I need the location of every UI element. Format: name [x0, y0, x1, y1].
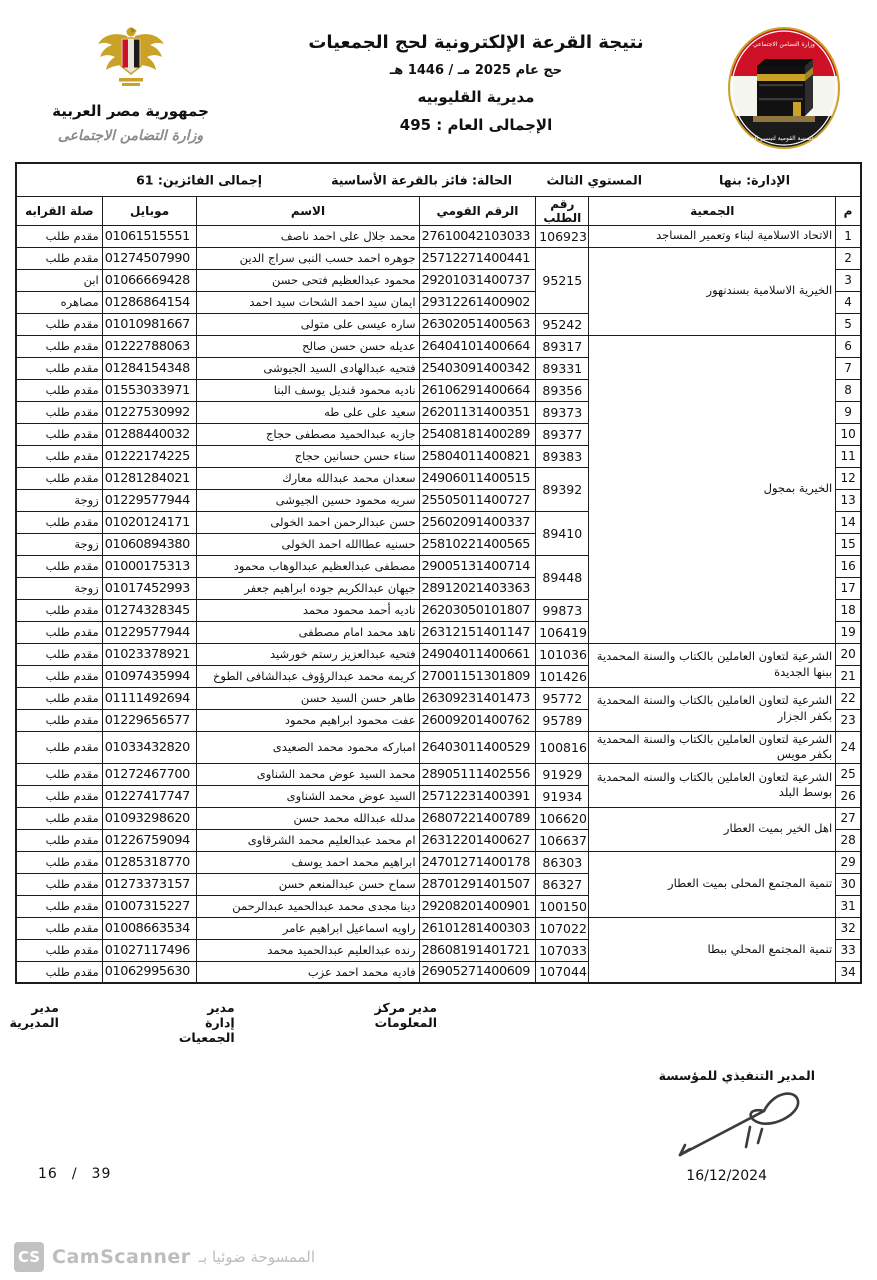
- cell-association: الشرعية لتعاون العاملين بالكتاب والسنه المحمدية بوسط البلد: [589, 763, 836, 807]
- table-row: [16, 225, 861, 247]
- cell-row-number: 27: [836, 807, 861, 829]
- cell-request-number: 107022: [536, 917, 589, 939]
- cell-national-id: 26201131400351: [419, 401, 536, 423]
- cell-mobile: 01007315227: [102, 895, 197, 917]
- cell-mobile: 01273373157: [102, 873, 197, 895]
- cell-relation: زوجة: [16, 577, 102, 599]
- cell-name: ناديه محمود قنديل يوسف البنا: [197, 379, 419, 401]
- cell-request-number: 89410: [536, 511, 589, 555]
- cell-mobile: 01286864154: [102, 291, 197, 313]
- cell-request-number: 95772: [536, 687, 589, 709]
- total-winners-label: إجمالى الفائزين: 61: [136, 172, 262, 188]
- cell-relation: مقدم طلب: [16, 665, 102, 687]
- cell-national-id: 25602091400337: [419, 511, 536, 533]
- results-table-wrap: [0, 152, 877, 984]
- cell-row-number: 23: [836, 709, 861, 731]
- cell-relation: مقدم طلب: [16, 445, 102, 467]
- cell-national-id: 25408181400289: [419, 423, 536, 445]
- cell-relation: مقدم طلب: [16, 401, 102, 423]
- cell-national-id: 26101281400303: [419, 917, 536, 939]
- cell-row-number: 10: [836, 423, 861, 445]
- table-row: [16, 687, 861, 709]
- cell-mobile: 01222788063: [102, 335, 197, 357]
- hajj-foundation-badge: [709, 20, 859, 152]
- cell-mobile: 01284154348: [102, 357, 197, 379]
- cell-relation: مقدم طلب: [16, 335, 102, 357]
- page-title: نتيجة القرعة الإلكترونية لحج الجمعيات: [308, 32, 644, 53]
- table-row: [16, 643, 861, 665]
- cell-national-id: 27001151301809: [419, 665, 536, 687]
- camscanner-note: الممسوحة ضوئيا بـ: [198, 1248, 316, 1266]
- cell-name: مصطفى عبدالعظيم عبدالوهاب محمود: [197, 555, 419, 577]
- cell-national-id: 26302051400563: [419, 313, 536, 335]
- col-header-request: رقم الطلب: [536, 196, 589, 225]
- cell-relation: مقدم طلب: [16, 225, 102, 247]
- cell-name: عفت محمود ابراهيم محمود: [197, 709, 419, 731]
- sign-directorate-label: مدير المديرية: [9, 1000, 59, 1031]
- info-row: [16, 163, 861, 196]
- cell-row-number: 24: [836, 731, 861, 763]
- col-header-num: م: [836, 196, 861, 225]
- cell-name: ناهد محمد امام مصطفى: [197, 621, 419, 643]
- svg-text:وزارة التضامن الاجتماعي: وزارة التضامن الاجتماعي: [753, 41, 815, 48]
- cell-national-id: 27610042103033: [419, 225, 536, 247]
- title-block: [243, 20, 709, 134]
- cell-national-id: 28608191401721: [419, 939, 536, 961]
- sign-info-center-label: مدير مركز المعلومات: [374, 1000, 437, 1031]
- sign-associations-label: مدير إدارة الجمعيات: [178, 1000, 235, 1046]
- kaaba-badge-icon: [725, 24, 843, 152]
- cell-mobile: 01222174225: [102, 445, 197, 467]
- cell-row-number: 8: [836, 379, 861, 401]
- cell-relation: مقدم طلب: [16, 643, 102, 665]
- cell-name: محمود عبدالعظيم فتحى حسن: [197, 269, 419, 291]
- cell-request-number: 106620: [536, 807, 589, 829]
- page-current: 16: [38, 1166, 58, 1182]
- cell-request-number: 95242: [536, 313, 589, 335]
- cell-row-number: 34: [836, 961, 861, 983]
- cell-mobile: 01553033971: [102, 379, 197, 401]
- cell-national-id: 26403011400529: [419, 731, 536, 763]
- cell-name: امباركه محمود محمد الصعيدى: [197, 731, 419, 763]
- cell-request-number: 89331: [536, 357, 589, 379]
- cell-national-id: 25712271400441: [419, 247, 536, 269]
- camscanner-icon: CS: [14, 1242, 44, 1272]
- cell-row-number: 7: [836, 357, 861, 379]
- cell-national-id: 26807221400789: [419, 807, 536, 829]
- cell-name: رنده عبدالعليم عبدالحميد محمد: [197, 939, 419, 961]
- cell-national-id: 25810221400565: [419, 533, 536, 555]
- cell-row-number: 5: [836, 313, 861, 335]
- results-table: [15, 162, 862, 984]
- cell-name: سناء حسن حسانين حجاج: [197, 445, 419, 467]
- cell-national-id: 29005131400714: [419, 555, 536, 577]
- cell-row-number: 13: [836, 489, 861, 511]
- cell-relation: مقدم طلب: [16, 467, 102, 489]
- cell-row-number: 20: [836, 643, 861, 665]
- cell-row-number: 15: [836, 533, 861, 555]
- cell-relation: مقدم طلب: [16, 313, 102, 335]
- cell-mobile: 01272467700: [102, 763, 197, 785]
- cell-mobile: 01274328345: [102, 599, 197, 621]
- cell-row-number: 11: [836, 445, 861, 467]
- cell-name: راويه اسماعيل ابراهيم عامر: [197, 917, 419, 939]
- col-header-national-id: الرقم القومي: [419, 196, 536, 225]
- cell-row-number: 31: [836, 895, 861, 917]
- cell-mobile: 01229577944: [102, 621, 197, 643]
- cell-name: طاهر حسن السيد حسن: [197, 687, 419, 709]
- cell-association: تنمية المجتمع المحلى بميت العطار: [589, 851, 836, 917]
- cell-relation: مقدم طلب: [16, 731, 102, 763]
- cell-national-id: 24906011400515: [419, 467, 536, 489]
- cell-name: ساره عيسى على متولى: [197, 313, 419, 335]
- cell-row-number: 1: [836, 225, 861, 247]
- cell-row-number: 4: [836, 291, 861, 313]
- cell-mobile: 01020124171: [102, 511, 197, 533]
- cell-name: السيد عوض محمد الشناوى: [197, 785, 419, 807]
- cell-mobile: 01227530992: [102, 401, 197, 423]
- table-row: [16, 851, 861, 873]
- cell-national-id: 26312201400627: [419, 829, 536, 851]
- page-number: 16 / 39: [38, 1166, 112, 1182]
- page-total: 39: [91, 1166, 112, 1182]
- cell-name: فاديه محمد احمد عزب: [197, 961, 419, 983]
- cell-request-number: 95789: [536, 709, 589, 731]
- cell-name: جوهره احمد حسب النبى سراج الدين: [197, 247, 419, 269]
- cell-relation: مصاهره: [16, 291, 102, 313]
- cell-request-number: 107044: [536, 961, 589, 983]
- cell-relation: مقدم طلب: [16, 357, 102, 379]
- cell-mobile: 01288440032: [102, 423, 197, 445]
- signatures-row: [0, 984, 877, 1045]
- cell-national-id: 26106291400664: [419, 379, 536, 401]
- camscanner-brand: CamScanner: [52, 1246, 191, 1268]
- col-header-relation: صلة القرابه: [16, 196, 102, 225]
- table-row: [16, 763, 861, 785]
- cell-relation: مقدم طلب: [16, 555, 102, 577]
- cell-mobile: 01008663534: [102, 917, 197, 939]
- cell-association: الاتحاد الاسلامية لبناء وتعمير المساجد: [589, 225, 836, 247]
- cell-relation: مقدم طلب: [16, 807, 102, 829]
- cell-relation: مقدم طلب: [16, 621, 102, 643]
- cell-name: جيهان عبدالكريم جوده ابراهيم جعفر: [197, 577, 419, 599]
- cell-national-id: 26009201400762: [419, 709, 536, 731]
- cell-national-id: 24904011400661: [419, 643, 536, 665]
- cell-national-id: 26312151401147: [419, 621, 536, 643]
- cell-mobile: 01281284021: [102, 467, 197, 489]
- cell-row-number: 3: [836, 269, 861, 291]
- cell-national-id: 25505011400727: [419, 489, 536, 511]
- cell-national-id: 25403091400342: [419, 357, 536, 379]
- cell-relation: مقدم طلب: [16, 709, 102, 731]
- cell-mobile: 01017452993: [102, 577, 197, 599]
- cell-request-number: 100816: [536, 731, 589, 763]
- cell-row-number: 32: [836, 917, 861, 939]
- cell-row-number: 33: [836, 939, 861, 961]
- cell-name: جازيه عبدالحميد مصطفى حجاج: [197, 423, 419, 445]
- cell-row-number: 14: [836, 511, 861, 533]
- cell-relation: مقدم طلب: [16, 763, 102, 785]
- table-row: [16, 731, 861, 763]
- cell-row-number: 16: [836, 555, 861, 577]
- cell-relation: زوجة: [16, 533, 102, 555]
- cell-association: تنمية المجتمع المحلي ببطا: [589, 917, 836, 983]
- cell-name: سريه محمود حسين الجيوشى: [197, 489, 419, 511]
- cell-row-number: 26: [836, 785, 861, 807]
- cell-name: فتحيه عبدالعزيز رستم خورشيد: [197, 643, 419, 665]
- cell-row-number: 2: [836, 247, 861, 269]
- cell-mobile: 01033432820: [102, 731, 197, 763]
- cell-association: الشرعية لتعاون العاملين بالكتاب والسنة المحمدية بكفر الجزار: [589, 687, 836, 731]
- cell-name: ايمان سيد احمد الشحات سيد احمد: [197, 291, 419, 313]
- cell-request-number: 89448: [536, 555, 589, 599]
- cell-mobile: 01027117496: [102, 939, 197, 961]
- administration-label: الإدارة: بنها: [719, 172, 790, 188]
- cell-name: كريمه محمد عبدالرؤوف عبدالشافى الطوخ: [197, 665, 419, 687]
- cell-request-number: 107033: [536, 939, 589, 961]
- cell-relation: مقدم طلب: [16, 939, 102, 961]
- cell-mobile: 01010981667: [102, 313, 197, 335]
- status-label: الحالة: فائز بالقرعة الأساسية: [331, 172, 512, 188]
- grand-total: الإجمالى العام : 495: [399, 116, 553, 134]
- country-name: جمهورية مصر العربية: [52, 102, 209, 120]
- cell-mobile: 01274507990: [102, 247, 197, 269]
- cell-mobile: 01229577944: [102, 489, 197, 511]
- cell-relation: مقدم طلب: [16, 379, 102, 401]
- cell-name: ابراهيم محمد احمد يوسف: [197, 851, 419, 873]
- cell-request-number: 89317: [536, 335, 589, 357]
- cell-mobile: 01093298620: [102, 807, 197, 829]
- table-row: [16, 335, 861, 357]
- cell-row-number: 29: [836, 851, 861, 873]
- cell-request-number: 89383: [536, 445, 589, 467]
- cell-request-number: 101426: [536, 665, 589, 687]
- cell-national-id: 25804011400821: [419, 445, 536, 467]
- cell-row-number: 19: [836, 621, 861, 643]
- cell-request-number: 106637: [536, 829, 589, 851]
- table-body: [16, 225, 861, 983]
- cell-request-number: 95215: [536, 247, 589, 313]
- cell-relation: مقدم طلب: [16, 511, 102, 533]
- cell-name: سعدان محمد عبدالله معارك: [197, 467, 419, 489]
- cell-relation: مقدم طلب: [16, 247, 102, 269]
- cell-mobile: 01000175313: [102, 555, 197, 577]
- cell-relation: مقدم طلب: [16, 873, 102, 895]
- cell-mobile: 01227417747: [102, 785, 197, 807]
- cell-association: اهل الخير بميت العطار: [589, 807, 836, 851]
- cell-row-number: 30: [836, 873, 861, 895]
- egypt-eagle-icon: [94, 22, 168, 92]
- directorate-title: مديرية القليوبيه: [417, 88, 535, 106]
- cell-row-number: 18: [836, 599, 861, 621]
- sign-executive-label: المدير التنفيذي للمؤسسة: [658, 1068, 815, 1083]
- cell-name: مدلله عبدالله محمد حسن: [197, 807, 419, 829]
- cell-name: عديله حسن حسن صالح: [197, 335, 419, 357]
- cell-row-number: 6: [836, 335, 861, 357]
- col-header-association: الجمعية: [589, 196, 836, 225]
- level-label: المستوي الثالث: [546, 172, 642, 188]
- cell-name: حسن عبدالرحمن احمد الخولى: [197, 511, 419, 533]
- cell-national-id: 26309231401473: [419, 687, 536, 709]
- document-date: 16/12/2024: [686, 1168, 767, 1184]
- cell-national-id: 24701271400178: [419, 851, 536, 873]
- cell-request-number: 101036: [536, 643, 589, 665]
- cell-relation: مقدم طلب: [16, 917, 102, 939]
- cell-association: الخيرية الاسلامية بسندنهور: [589, 247, 836, 335]
- cell-request-number: 89377: [536, 423, 589, 445]
- cell-request-number: 91934: [536, 785, 589, 807]
- camscanner-footer: [0, 1234, 877, 1280]
- cell-request-number: 99873: [536, 599, 589, 621]
- cell-relation: مقدم طلب: [16, 423, 102, 445]
- cell-relation: مقدم طلب: [16, 829, 102, 851]
- cell-name: محمد جلال على احمد ناصف: [197, 225, 419, 247]
- hajj-year-subtitle: حج عام 2025 مـ / 1446 هـ: [389, 63, 563, 78]
- cell-request-number: 91929: [536, 763, 589, 785]
- cell-national-id: 26404101400664: [419, 335, 536, 357]
- cell-row-number: 9: [836, 401, 861, 423]
- document-header: [0, 0, 877, 152]
- cell-mobile: 01229656577: [102, 709, 197, 731]
- cell-request-number: 89392: [536, 467, 589, 511]
- column-header-row: [16, 196, 861, 225]
- cell-relation: مقدم طلب: [16, 687, 102, 709]
- cell-name: ام محمد عبدالعليم محمد الشرقاوى: [197, 829, 419, 851]
- cell-mobile: 01061515551: [102, 225, 197, 247]
- cell-request-number: 106923: [536, 225, 589, 247]
- cell-relation: زوجة: [16, 489, 102, 511]
- table-row: [16, 807, 861, 829]
- cell-name: سعيد على على طه: [197, 401, 419, 423]
- cell-request-number: 100150: [536, 895, 589, 917]
- handwritten-signature: [672, 1085, 802, 1170]
- ministry-name: وزارة التضامن الاجتماعى: [57, 128, 204, 144]
- svg-text:المؤسسة القومية لتيسير الحج: المؤسسة القومية لتيسير الحج: [746, 135, 822, 142]
- cell-relation: مقدم طلب: [16, 785, 102, 807]
- cell-mobile: 01060894380: [102, 533, 197, 555]
- cell-mobile: 01066669428: [102, 269, 197, 291]
- cell-name: فتحيه عبدالهادى السيد الجيوشى: [197, 357, 419, 379]
- cell-national-id: 25712231400391: [419, 785, 536, 807]
- cell-row-number: 17: [836, 577, 861, 599]
- cell-name: حسنيه عطاالله احمد الخولى: [197, 533, 419, 555]
- cell-association: الخيرية بمجول: [589, 335, 836, 643]
- cell-row-number: 28: [836, 829, 861, 851]
- cell-row-number: 22: [836, 687, 861, 709]
- cell-national-id: 28905111402556: [419, 763, 536, 785]
- cell-mobile: 01285318770: [102, 851, 197, 873]
- cell-relation: مقدم طلب: [16, 599, 102, 621]
- government-block: [18, 20, 243, 144]
- table-row: [16, 917, 861, 939]
- cell-national-id: 29312261400902: [419, 291, 536, 313]
- cell-national-id: 29208201400901: [419, 895, 536, 917]
- cell-relation: مقدم طلب: [16, 851, 102, 873]
- table-row: [16, 247, 861, 269]
- cell-relation: مقدم طلب: [16, 961, 102, 983]
- cell-request-number: 106419: [536, 621, 589, 643]
- cell-mobile: 01097435994: [102, 665, 197, 687]
- cell-request-number: 89373: [536, 401, 589, 423]
- cell-national-id: 26203050101807: [419, 599, 536, 621]
- col-header-name: الاسم: [197, 196, 419, 225]
- cell-name: ناديه أحمد محمود محمد: [197, 599, 419, 621]
- cell-mobile: 01226759094: [102, 829, 197, 851]
- cell-national-id: 28701291401507: [419, 873, 536, 895]
- cell-request-number: 86327: [536, 873, 589, 895]
- cell-row-number: 25: [836, 763, 861, 785]
- cell-request-number: 86303: [536, 851, 589, 873]
- cell-name: محمد السيد عوض محمد الشناوى: [197, 763, 419, 785]
- col-header-mobile: موبايل: [102, 196, 197, 225]
- cell-mobile: 01023378921: [102, 643, 197, 665]
- cell-name: دينا مجدى محمد عبدالحميد عبدالرحمن: [197, 895, 419, 917]
- cell-association: الشرعية لتعاون العاملين بالكتاب والسنة المحمدية ببنها الجديدة: [589, 643, 836, 687]
- cell-relation: ابن: [16, 269, 102, 291]
- cell-row-number: 12: [836, 467, 861, 489]
- cell-request-number: 89356: [536, 379, 589, 401]
- cell-mobile: 01062995630: [102, 961, 197, 983]
- cell-row-number: 21: [836, 665, 861, 687]
- cell-name: سماح حسن عبدالمنعم حسن: [197, 873, 419, 895]
- cell-mobile: 01111492694: [102, 687, 197, 709]
- cell-relation: مقدم طلب: [16, 895, 102, 917]
- cell-national-id: 26905271400609: [419, 961, 536, 983]
- cell-national-id: 28912021403363: [419, 577, 536, 599]
- cell-association: الشرعية لتعاون العاملين بالكتاب والسنة المحمدية بكفر مويس: [589, 731, 836, 763]
- cell-national-id: 29201031400737: [419, 269, 536, 291]
